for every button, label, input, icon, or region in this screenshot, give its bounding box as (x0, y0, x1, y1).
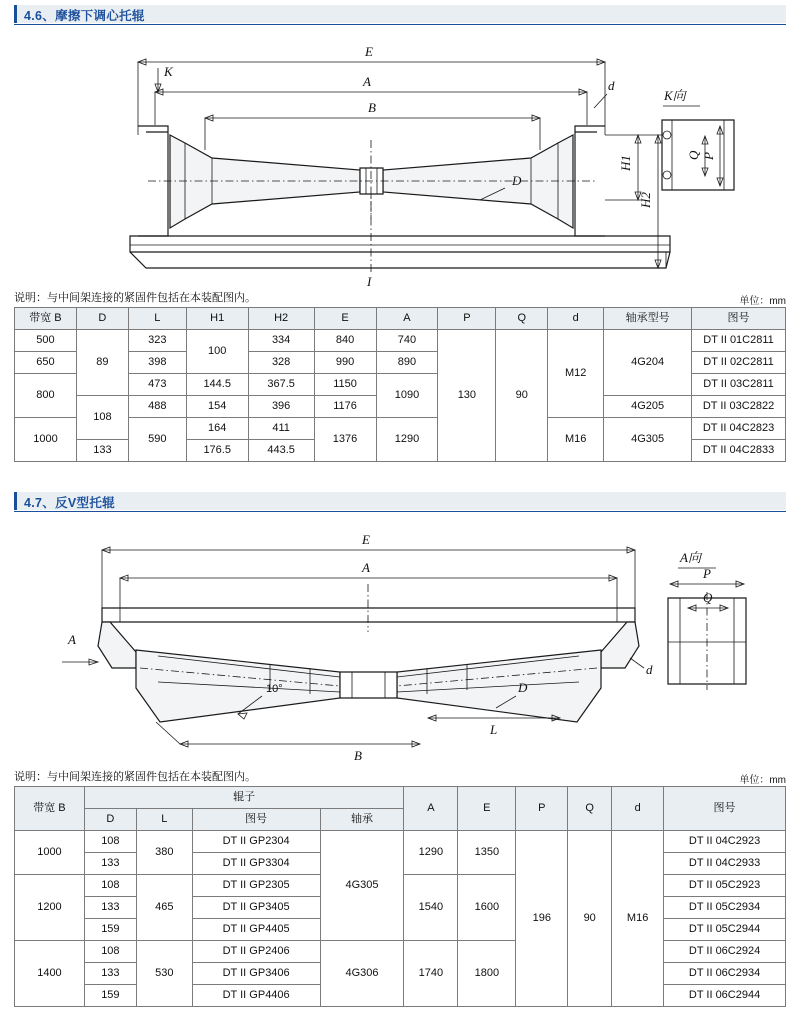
cell-roller-d: 133 (84, 853, 136, 875)
cell-e: 840 (314, 330, 376, 352)
cell-code: DT II 06C2944 (664, 985, 786, 1007)
unit-label-4-7: 单位：mm (739, 775, 786, 786)
section-accent-bar (14, 5, 17, 23)
cell-roller-code: DT II GP2305 (192, 875, 320, 897)
cell-h2: 443.5 (248, 440, 314, 462)
cell-a: 890 (376, 352, 438, 374)
cell-e: 990 (314, 352, 376, 374)
section-header-4-6 (14, 5, 786, 25)
cell-bearing: 4G305 (604, 418, 692, 462)
cell-h1: 144.5 (186, 374, 248, 396)
spec-table-4-7 (14, 786, 786, 1007)
svg-text:K: K (164, 64, 173, 79)
svg-text:10°: 10° (266, 683, 283, 695)
col-header-roller-code: 图号 (192, 809, 320, 831)
cell-b: 650 (15, 352, 77, 374)
cell-roller-d: 108 (84, 831, 136, 853)
cell-d: 89 (76, 330, 128, 396)
cell-h2: 328 (248, 352, 314, 374)
col-header-roller-bearing: 轴承 (320, 809, 404, 831)
table-row (15, 831, 786, 853)
section-title: 4.6、摩擦下调心托辊 (24, 9, 145, 23)
cell-l: 323 (128, 330, 186, 352)
cell-d-thread: M12 (548, 330, 604, 418)
col-header-b: 带宽 B (15, 308, 77, 330)
col-header-l: L (128, 308, 186, 330)
cell-a: 1290 (404, 831, 458, 875)
cell-code: DT II 04C2923 (664, 831, 786, 853)
svg-text:I: I (367, 274, 372, 289)
cell-code: DT II 06C2924 (664, 941, 786, 963)
svg-text:L: L (490, 722, 498, 737)
cell-b: 1200 (15, 875, 85, 941)
cell-roller-l: 465 (136, 875, 192, 941)
table-row (15, 941, 786, 963)
svg-text:E: E (365, 44, 373, 59)
cell-a: 1540 (404, 875, 458, 941)
svg-text:Q: Q (686, 150, 701, 160)
col-header-h1: H1 (186, 308, 248, 330)
col-header-d-thread: d (612, 787, 664, 831)
col-header-h2: H2 (248, 308, 314, 330)
cell-a: 1090 (376, 374, 438, 418)
col-header-roller-d: D (84, 809, 136, 831)
cell-l: 473 (128, 374, 186, 396)
cell-roller-l: 530 (136, 941, 192, 1007)
col-header-d-thread: d (548, 308, 604, 330)
note-4-7: 说明：与中间架连接的紧固件包括在本装配图内。 (14, 771, 256, 783)
cell-a: 1290 (376, 418, 438, 462)
cell-p: 196 (516, 831, 568, 1007)
section-underline (14, 24, 786, 25)
col-header-q: Q (496, 308, 548, 330)
col-header-q: Q (568, 787, 612, 831)
cell-code: DT II 03C2811 (692, 374, 786, 396)
col-header-a: A (376, 308, 438, 330)
svg-text:P: P (703, 566, 711, 581)
cell-q: 90 (496, 330, 548, 462)
cell-h1: 164 (186, 418, 248, 440)
cell-roller-code: DT II GP2304 (192, 831, 320, 853)
svg-text:d: d (646, 662, 653, 677)
cell-roller-code: DT II GP3405 (192, 897, 320, 919)
cell-e: 1800 (458, 941, 516, 1007)
note-4-6: 说明：与中间架连接的紧固件包括在本装配图内。 (14, 292, 256, 304)
cell-d: 108 (76, 396, 128, 440)
svg-text:E: E (362, 532, 370, 547)
section-accent-bar (14, 492, 17, 510)
cell-code: DT II 06C2934 (664, 963, 786, 985)
svg-text:P: P (701, 152, 716, 160)
cell-d-thread: M16 (548, 418, 604, 462)
svg-text:H2: H2 (638, 192, 653, 208)
col-header-e: E (458, 787, 516, 831)
cell-roller-d: 133 (84, 897, 136, 919)
cell-b: 800 (15, 374, 77, 418)
cell-code: DT II 02C2811 (692, 352, 786, 374)
svg-text:H1: H1 (618, 155, 633, 171)
table-row (15, 418, 786, 440)
cell-h1: 176.5 (186, 440, 248, 462)
section-title: 4.7、反V型托辊 (24, 496, 115, 510)
cell-e: 1150 (314, 374, 376, 396)
cell-l: 398 (128, 352, 186, 374)
svg-text:A: A (362, 560, 370, 575)
cell-a: 740 (376, 330, 438, 352)
col-header-e: E (314, 308, 376, 330)
svg-text:B: B (354, 748, 362, 763)
cell-p: 130 (438, 330, 496, 462)
cell-roller-code: DT II GP3304 (192, 853, 320, 875)
cell-code: DT II 05C2934 (664, 897, 786, 919)
cell-roller-code: DT II GP4405 (192, 919, 320, 941)
cell-h1: 154 (186, 396, 248, 418)
svg-text:D: D (512, 173, 522, 188)
table-header-row (15, 308, 786, 330)
cell-bearing: 4G305 (320, 831, 404, 941)
cell-code: DT II 04C2933 (664, 853, 786, 875)
cell-h2: 367.5 (248, 374, 314, 396)
cell-b: 1000 (15, 831, 85, 875)
col-header-a: A (404, 787, 458, 831)
cell-b: 500 (15, 330, 77, 352)
svg-text:A: A (68, 632, 76, 647)
cell-code: DT II 05C2944 (664, 919, 786, 941)
cell-bearing: 4G306 (320, 941, 404, 1007)
cell-roller-d: 159 (84, 919, 136, 941)
col-header-roller-l: L (136, 809, 192, 831)
cell-e: 1350 (458, 831, 516, 875)
cell-d-thread: M16 (612, 831, 664, 1007)
cell-e: 1176 (314, 396, 376, 418)
svg-text:d: d (608, 78, 615, 93)
cell-e: 1376 (314, 418, 376, 462)
cell-l: 488 (128, 396, 186, 418)
svg-text:A向: A向 (680, 550, 701, 565)
cell-code: DT II 05C2923 (664, 875, 786, 897)
cell-code: DT II 04C2833 (692, 440, 786, 462)
drawing-friction-self-aligning-idler (60, 40, 740, 289)
svg-text:Q: Q (703, 590, 713, 605)
cell-roller-code: DT II GP4406 (192, 985, 320, 1007)
svg-text:D: D (518, 680, 528, 695)
col-header-p: P (516, 787, 568, 831)
svg-text:K向: K向 (664, 88, 686, 103)
section-underline (14, 511, 786, 512)
col-header-bearing: 轴承型号 (604, 308, 692, 330)
cell-e: 1600 (458, 875, 516, 941)
cell-roller-d: 108 (84, 875, 136, 897)
unit-label-4-6: 单位：mm (739, 296, 786, 307)
cell-h2: 396 (248, 396, 314, 418)
cell-h2: 334 (248, 330, 314, 352)
cell-a: 1740 (404, 941, 458, 1007)
col-header-group-roller: 辊子 (84, 787, 404, 809)
cell-roller-d: 133 (84, 963, 136, 985)
cell-roller-code: DT II GP2406 (192, 941, 320, 963)
cell-code: DT II 04C2823 (692, 418, 786, 440)
cell-h2: 411 (248, 418, 314, 440)
section-header-bar (14, 492, 786, 510)
cell-bearing: 4G205 (604, 396, 692, 418)
svg-text:A: A (363, 74, 371, 89)
cell-bearing: 4G204 (604, 330, 692, 396)
svg-text:B: B (368, 100, 376, 115)
cell-roller-code: DT II GP3406 (192, 963, 320, 985)
cell-q: 90 (568, 831, 612, 1007)
cell-roller-d: 108 (84, 941, 136, 963)
cell-code: DT II 01C2811 (692, 330, 786, 352)
section-header-4-7 (14, 492, 786, 512)
cell-roller-l: 380 (136, 831, 192, 875)
table-header-row-top (15, 787, 786, 809)
drawing-inverted-v-idler (40, 522, 760, 772)
cell-l: 590 (128, 418, 186, 462)
col-header-code: 图号 (664, 787, 786, 831)
cell-h1: 100 (186, 330, 248, 374)
table-row (15, 330, 786, 352)
col-header-d: D (76, 308, 128, 330)
col-header-code: 图号 (692, 308, 786, 330)
cell-b: 1000 (15, 418, 77, 462)
col-header-b: 带宽 B (15, 787, 85, 831)
cell-code: DT II 03C2822 (692, 396, 786, 418)
cell-roller-d: 159 (84, 985, 136, 1007)
col-header-p: P (438, 308, 496, 330)
cell-d: 133 (76, 440, 128, 462)
spec-table-4-6 (14, 307, 786, 462)
cell-b: 1400 (15, 941, 85, 1007)
